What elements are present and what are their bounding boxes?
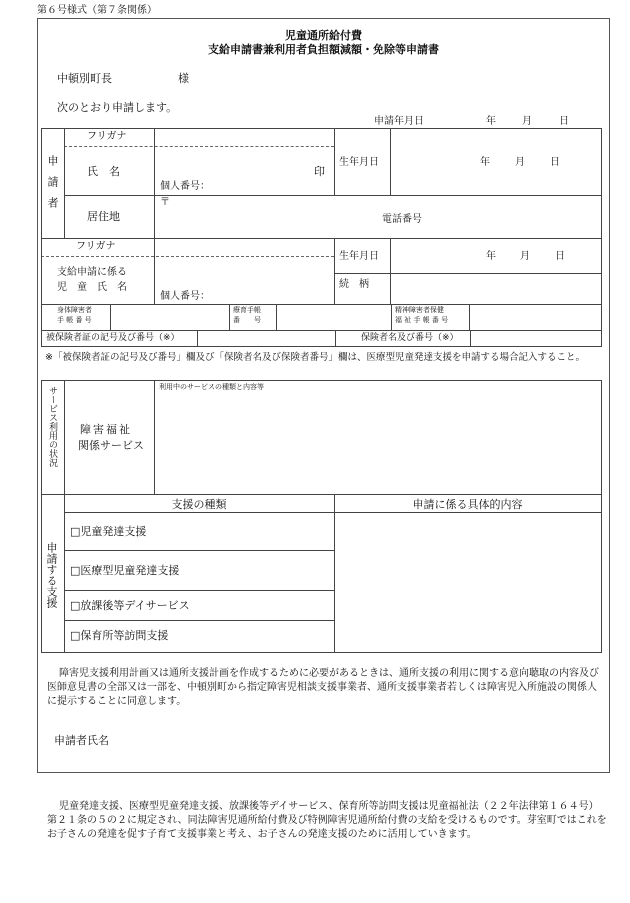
applicant-side-label: 申請者 [46, 155, 59, 218]
application-day: 日 [559, 116, 569, 127]
support-option-after-school-day-service[interactable]: □放課後等デイサービス [70, 599, 190, 612]
applicant-birth-year: 年 [480, 157, 490, 168]
intro-text: 次のとおり申請します。 [57, 101, 178, 114]
insurer-label: 保険者名及び番号（※） [361, 333, 459, 343]
seal-mark: 印 [314, 165, 325, 178]
physical-handbook-label-1: 身体障害者 [57, 306, 92, 314]
addressee: 中頓別町長 [57, 72, 112, 85]
form-number: 第６号様式（第７条関係） [37, 5, 157, 16]
service-status-side-label: サービス利用の状況 [47, 386, 57, 467]
signer-label: 申請者氏名 [54, 734, 109, 747]
support-type-header: 支援の種類 [171, 498, 227, 511]
service-label-line1: 障害福祉 [80, 423, 132, 436]
ryoiku-handbook-label-1: 療育手帳 [233, 306, 261, 314]
insurance-note: ※「被保険者証の記号及び番号」欄及び「保険者名及び保険者番号」欄は、医療型児童発達支援を申請する場合記入すること。 [45, 352, 585, 363]
applicant-birth-month: 月 [515, 157, 525, 168]
insurance-card-label: 被保険者証の記号及び番号（※） [46, 333, 180, 343]
support-detail-header: 申請に係る具体的内容 [412, 498, 523, 511]
application-year: 年 [486, 116, 496, 127]
applicant-furigana-label: フリガナ [87, 131, 127, 142]
footer-note: 児童発達支援、医療型児童発達支援、放課後等デイサービス、保育所等訪問支援は児童福祉法（２２年法律第１６４号）第２１条の５の２に規定され、同法障害児通所給付費及び特例障害児通所給付費の支給を受けるものです。芽室町ではこれをお子さんの発達を促す子育て支援事業と考え、お子さんの発達支援のために活用していきます。 [47, 801, 607, 840]
title-line2: 支給申請書兼利用者負担額減額・免除等申請書 [208, 43, 439, 56]
child-name-label-line2: 児 童 氏 名 [57, 282, 127, 293]
physical-handbook-label-2: 手 帳 番 号 [57, 316, 92, 324]
child-birth-day: 日 [555, 251, 565, 262]
child-name-label-line1: 支給申請に係る [57, 267, 127, 278]
service-label-line2: 関係サービス [78, 439, 144, 452]
service-content-header: 利用中のサービスの種類と内容等 [159, 383, 264, 391]
ryoiku-handbook-label-2: 番 号 [233, 316, 261, 324]
title-line1: 児童通所給付費 [285, 29, 362, 42]
applicant-name-label: 氏 名 [87, 165, 120, 178]
application-date-label: 申請年月日 [374, 116, 424, 127]
support-option-child-development[interactable]: □児童発達支援 [70, 525, 147, 538]
child-my-number-label: 個人番号： [160, 291, 210, 302]
applicant-birth-day: 日 [550, 157, 560, 168]
child-furigana-label: フリガナ [76, 241, 116, 252]
mental-handbook-label-1: 精神障害者保健 [395, 306, 444, 314]
phone-label: 電話番号 [382, 214, 422, 225]
child-birth-label: 生年月日 [339, 251, 379, 262]
address-label: 居住地 [87, 210, 120, 223]
support-side-label: 申請する支援 [45, 542, 58, 608]
application-month: 月 [522, 116, 532, 127]
mental-handbook-label-2: 福 祉 手 帳 番 号 [395, 316, 449, 324]
applicant-birth-label: 生年月日 [339, 157, 379, 168]
relation-label: 続 柄 [339, 279, 369, 290]
child-birth-year: 年 [486, 251, 496, 262]
consent-statement: 障害児支援利用計画又は通所支援計画を作成するために必要があるときは、通所支援の利用に関する意向聴取の内容及び医師意見書の全部又は一部を、中頓別町から指定障害児相談支援事業者、通所支援事業者若しくは障害児入所施設の関係人に提示することに同意します。 [47, 668, 599, 707]
support-option-nursery-visit-support[interactable]: □保育所等訪問支援 [70, 629, 169, 642]
addressee-suffix: 様 [178, 72, 189, 85]
child-birth-month: 月 [520, 251, 530, 262]
applicant-my-number-label: 個人番号： [160, 181, 210, 192]
postal-mark: 〒 [160, 197, 170, 208]
support-option-medical-child-development[interactable]: □医療型児童発達支援 [70, 564, 180, 577]
